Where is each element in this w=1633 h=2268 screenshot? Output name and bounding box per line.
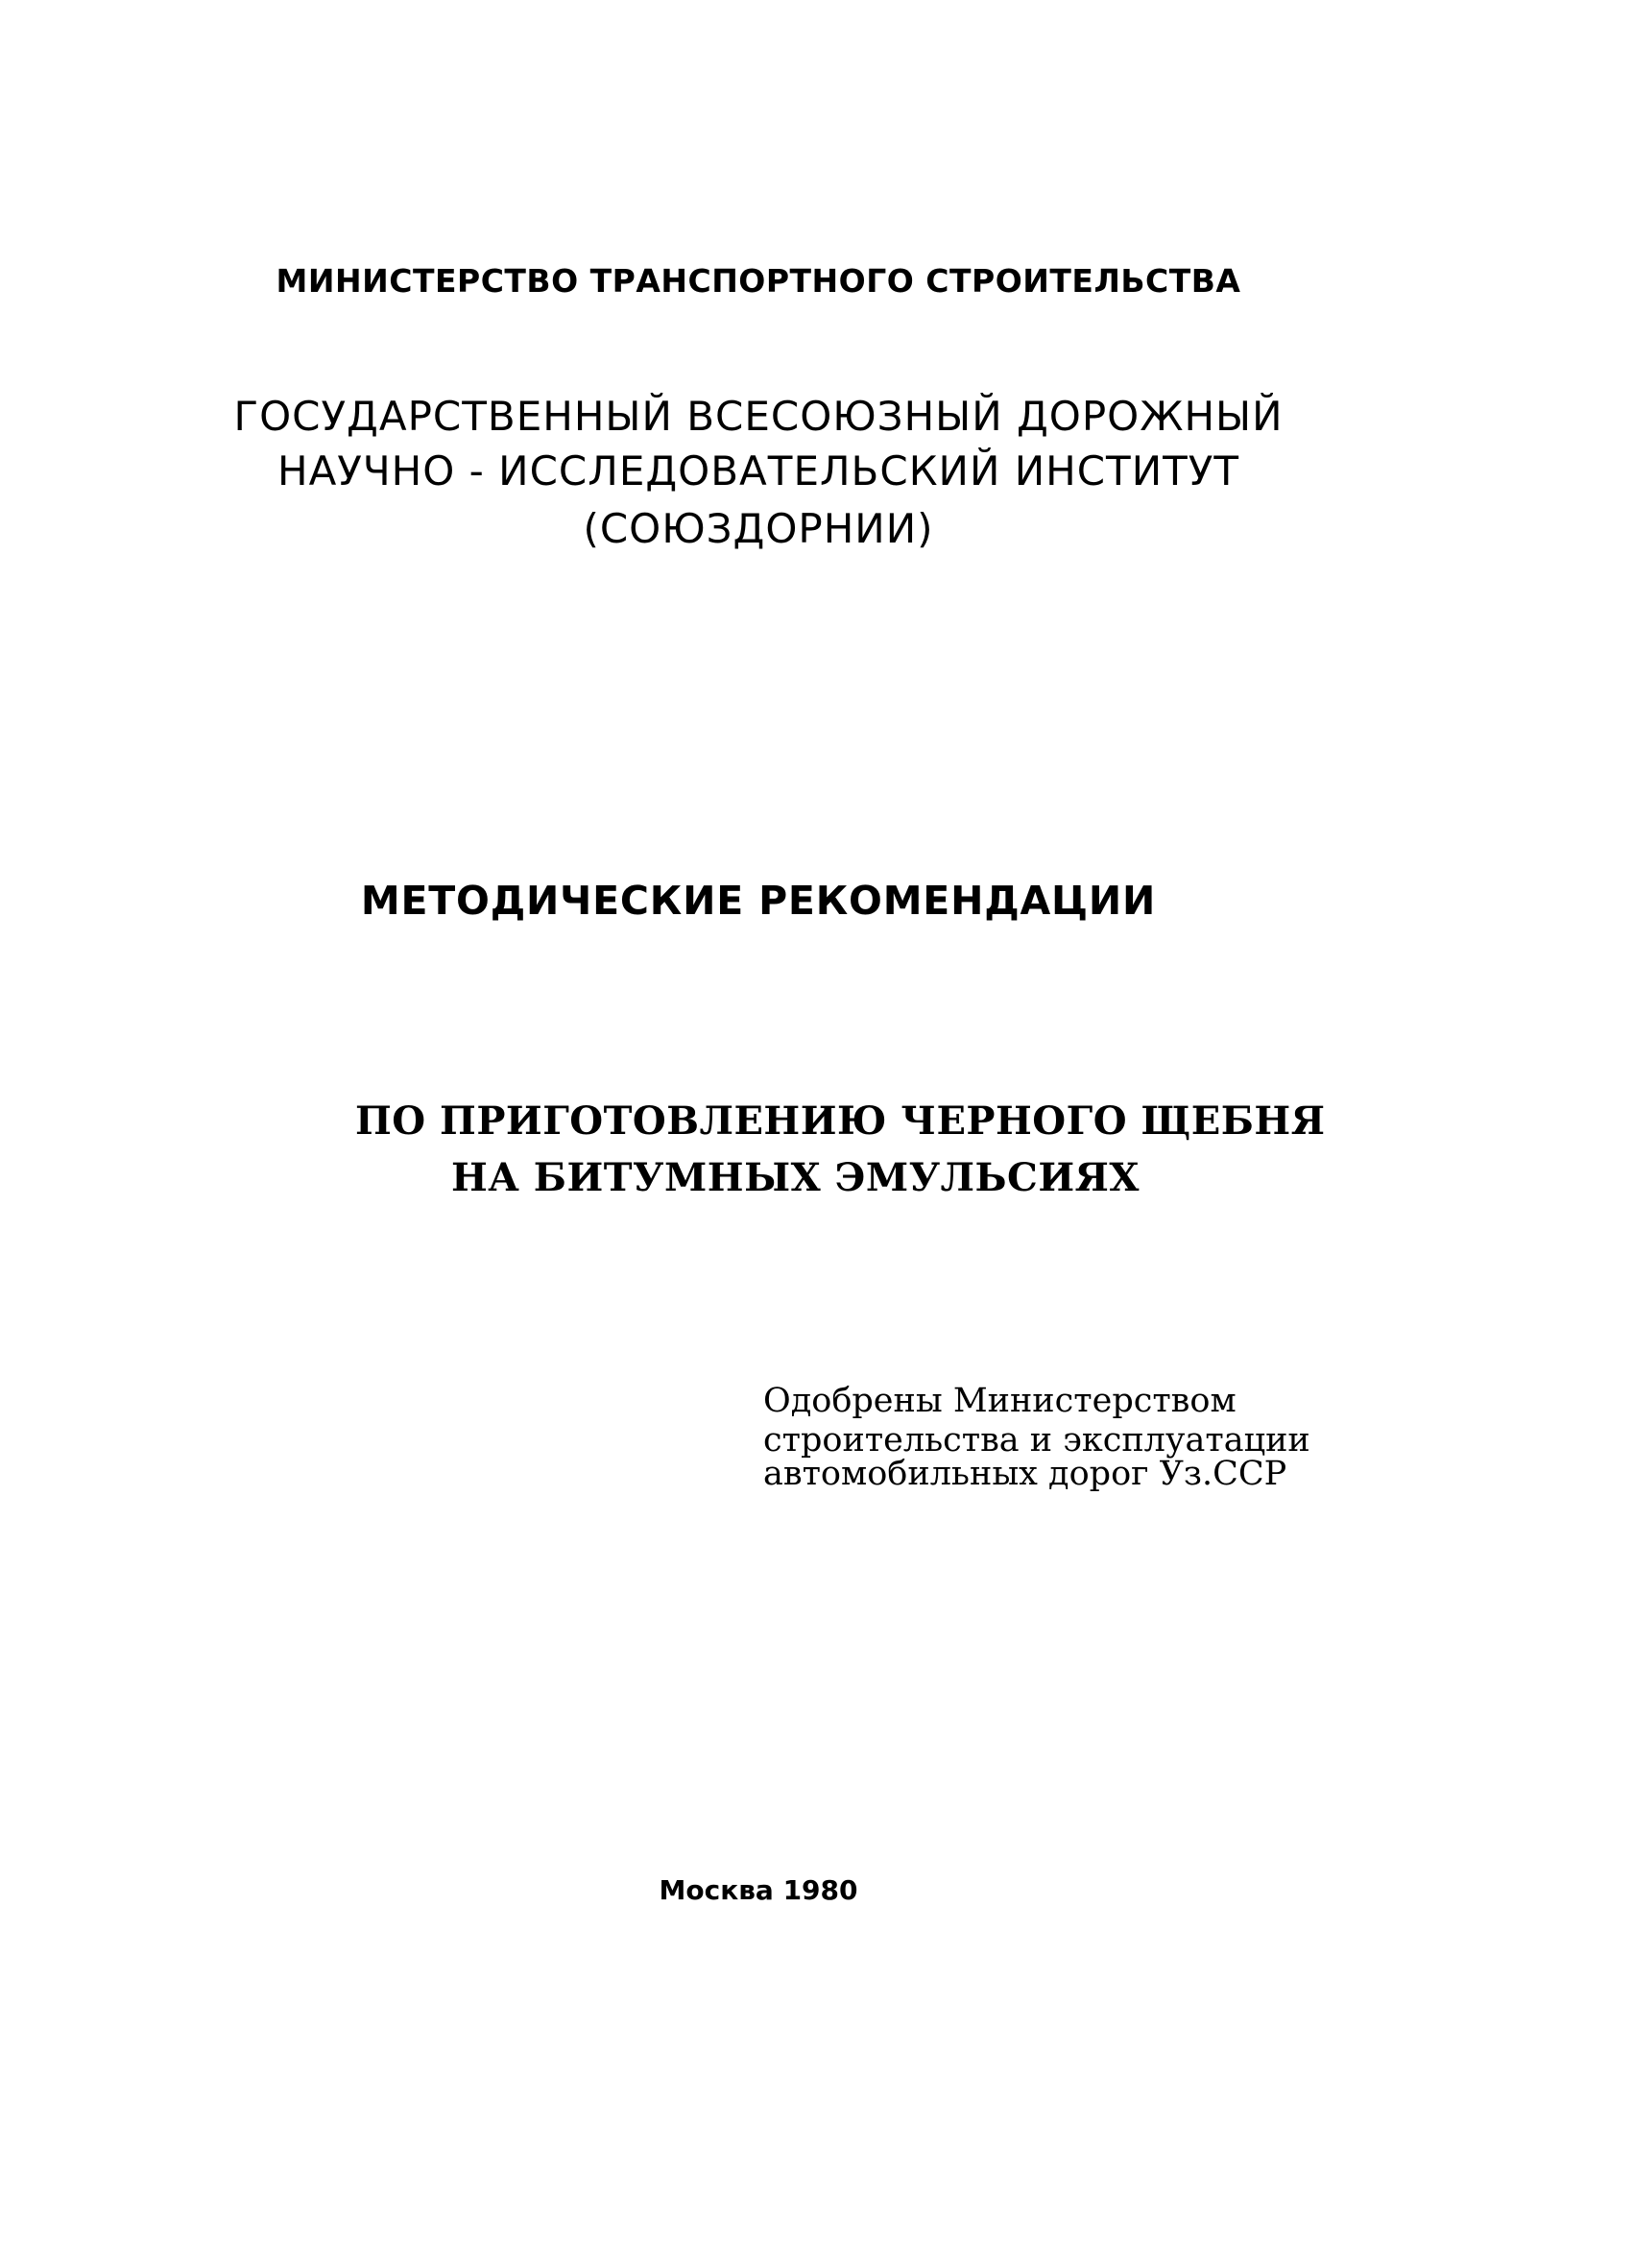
subtitle-line-2: НА БИТУМНЫХ ЭМУЛЬСИЯХ: [451, 1155, 1140, 1200]
approval-line-1: Одобрены Министерством: [763, 1382, 1237, 1420]
approval-line-2: строительства и эксплуатации: [763, 1421, 1310, 1460]
institute-line-1: ГОСУДАРСТВЕННЫЙ ВСЕСОЮЗНЫЙ ДОРОЖНЫЙ: [233, 393, 1284, 440]
institute-line-3: (СОЮЗДОРНИИ): [583, 505, 934, 552]
approval-line-3: автомобильных дорог Уз.ССР: [763, 1455, 1287, 1493]
ministry-heading: МИНИСТЕРСТВО ТРАНСПОРТНОГО СТРОИТЕЛЬСТВА: [276, 262, 1241, 300]
document-title: МЕТОДИЧЕСКИЕ РЕКОМЕНДАЦИИ: [360, 878, 1157, 924]
institute-line-2: НАУЧНО - ИССЛЕДОВАТЕЛЬСКИЙ ИНСТИТУТ: [276, 447, 1240, 495]
city-year: Москва 1980: [659, 1874, 858, 1906]
subtitle-line-1: ПО ПРИГОТОВЛЕНИЮ ЧЕРНОГО ЩЕБНЯ: [355, 1098, 1326, 1144]
